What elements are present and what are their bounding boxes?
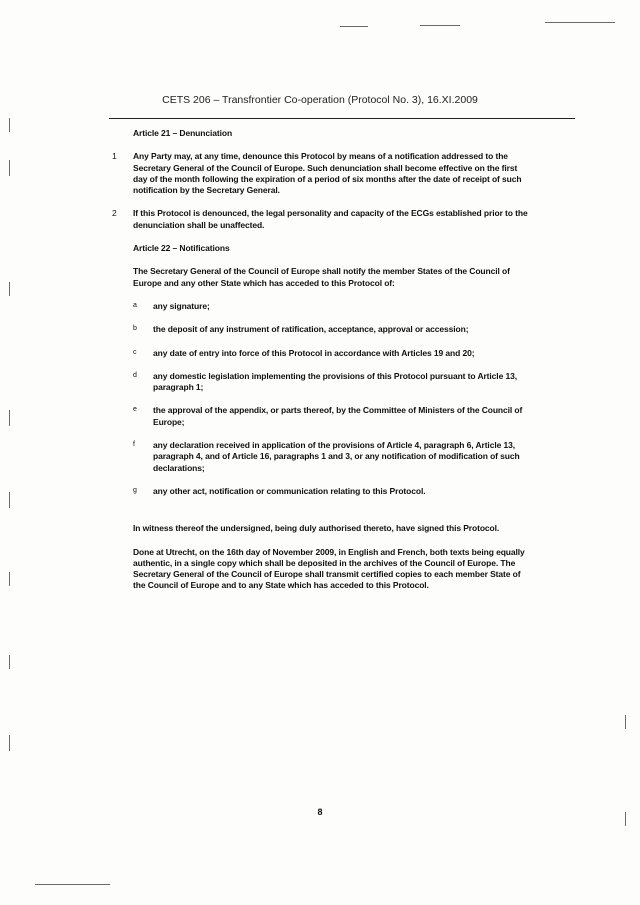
list-marker: g — [133, 486, 137, 494]
scan-edge-mark — [545, 22, 615, 23]
paragraph-text: Any Party may, at any time, denounce this Protocol by means of a notification addressed to the Secretary General of the Council of Europe. Such denunciation shall become effective on the first day of the month following the expiration of a period of six months after the date of receipt of such notification by the Secretary General. — [133, 151, 522, 196]
list-marker: f — [133, 441, 135, 449]
notification-item-d — [133, 371, 533, 394]
paragraph-text: If this Protocol is denounced, the legal personality and capacity of the ECGs established prior to the denunciation shall be unaffected. — [133, 208, 528, 230]
scan-edge-mark — [625, 715, 626, 729]
paragraph-number: 1 — [112, 151, 117, 162]
notification-item-a — [133, 301, 533, 312]
notification-item-f — [133, 440, 533, 474]
list-item-text: the deposit of any instrument of ratification, acceptance, approval or accession; — [153, 324, 469, 335]
list-marker: c — [133, 348, 137, 356]
article-21-title: Article 21 – Denunciation — [133, 128, 233, 138]
scan-edge-mark — [9, 572, 10, 586]
scan-edge-mark — [9, 410, 10, 426]
list-marker: e — [133, 406, 137, 414]
notification-item-b — [133, 324, 533, 335]
notification-item-g — [133, 486, 533, 497]
scan-edge-mark — [420, 25, 460, 26]
notification-item-c — [133, 348, 533, 359]
scan-edge-mark — [9, 735, 10, 751]
scan-edge-mark — [9, 655, 10, 669]
scan-edge-mark — [9, 492, 10, 508]
list-marker: b — [133, 325, 137, 333]
list-marker: d — [133, 371, 137, 379]
list-marker: a — [133, 301, 137, 309]
section-spacer — [133, 509, 533, 523]
list-item-text: any other act, notification or communication relating to this Protocol. — [153, 485, 426, 496]
scan-edge-mark — [35, 884, 110, 885]
document-header: CETS 206 – Transfrontier Co-operation (Protocol No. 3), 16.XI.2009 — [162, 94, 478, 106]
scan-edge-mark — [9, 118, 10, 132]
list-item-text: any signature; — [153, 300, 210, 311]
article-22-intro: The Secretary General of the Council of Europe shall notify the member States of the Council of Europe and any other State which has acceded to this Protocol of: — [133, 266, 510, 288]
list-item-text: any domestic legislation implementing the provisions of this Protocol pursuant to Article 13, paragraph 1; — [153, 370, 517, 393]
article-22-title: Article 22 – Notifications — [133, 243, 230, 254]
scan-edge-mark — [9, 282, 10, 296]
page-number: 8 — [317, 807, 323, 817]
article-21-paragraph-1 — [112, 151, 533, 196]
list-item-text: any declaration received in application of the provisions of Article 4, paragraph 6, Article 13, paragraph 4, and of Article 16, paragraphs 1 and 3, or any notification of modification of such declarations; — [153, 440, 520, 473]
scan-edge-mark — [9, 160, 10, 176]
scan-edge-mark — [340, 26, 368, 27]
list-item-text: any date of entry into force of this Protocol in accordance with Articles 19 and 20; — [153, 347, 475, 358]
witness-clause: In witness thereof the undersigned, being duly authorised thereto, have signed this Protocol. — [133, 523, 500, 534]
paragraph-number: 2 — [112, 208, 117, 219]
list-item-text: the approval of the appendix, or parts thereof, by the Committee of Ministers of the Council of Europe; — [153, 405, 523, 427]
document-body — [112, 128, 533, 604]
article-21-paragraph-2 — [112, 208, 533, 231]
done-at-clause: Done at Utrecht, on the 16th day of November 2009, in English and French, both texts being equally authentic, in a single copy which shall be deposited in the archives of the Council of Europe. The Secretary General of the Council of Europe shall transmit certified copies to each member State of the Council of Europe and to any State which has acceded to this Protocol. — [133, 546, 525, 591]
notification-item-e — [133, 405, 533, 428]
header-rule — [109, 118, 575, 119]
